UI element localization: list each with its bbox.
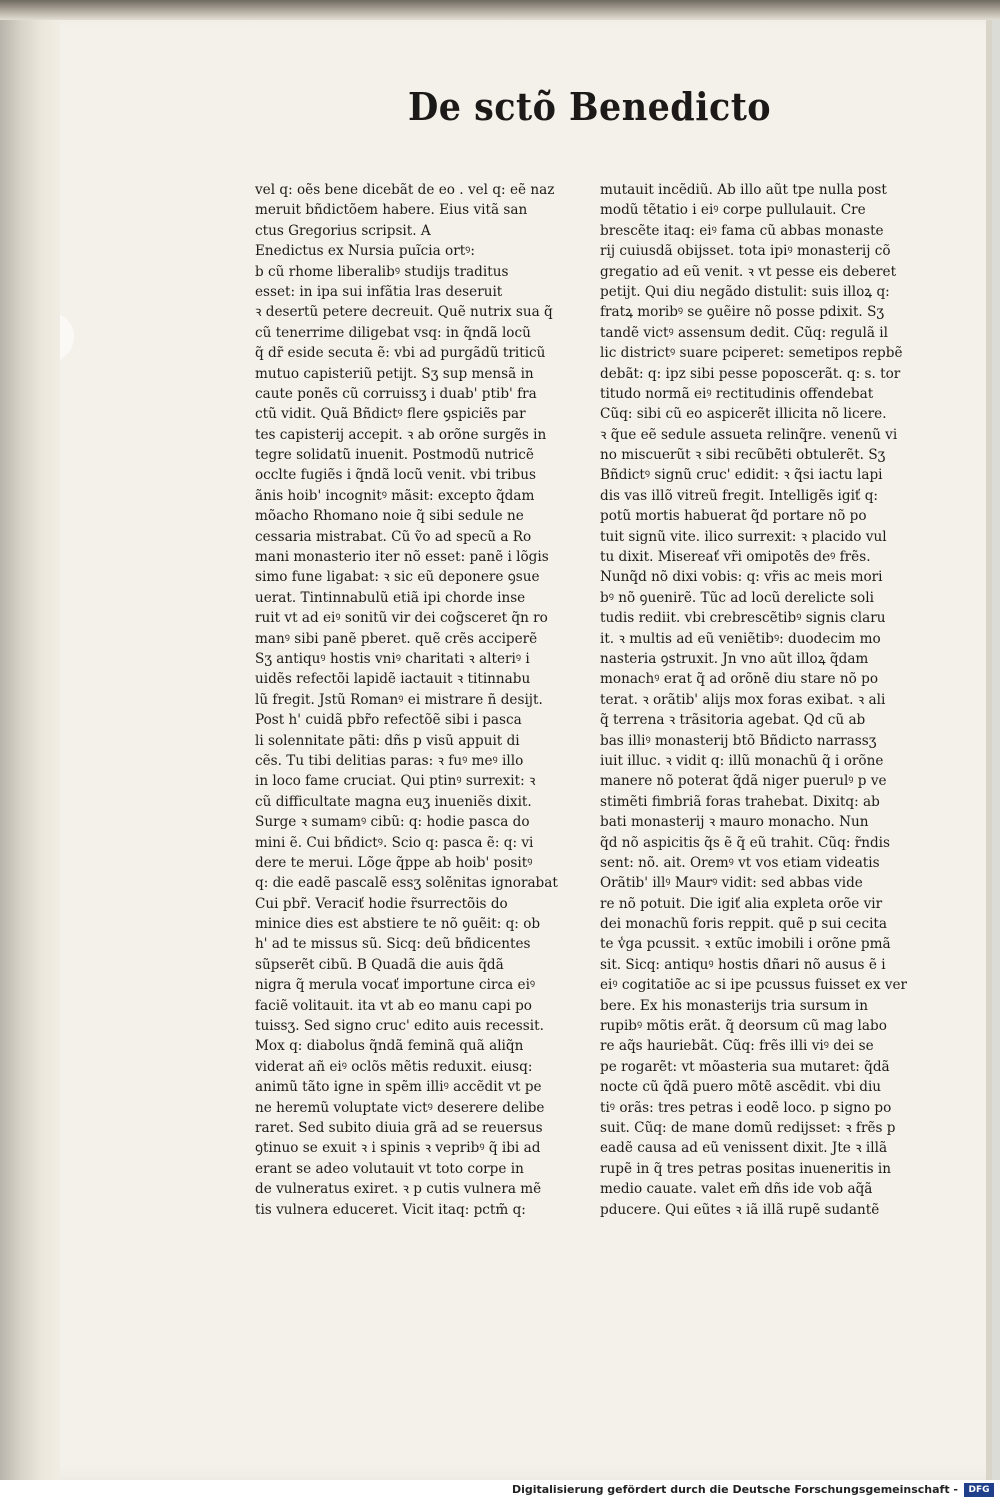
text-line: meruit bñdictõem habere. Eius vitã san (255, 202, 528, 219)
text-line: simo fune ligabat: ꝛ sic eũ deponere ꝯsue (255, 569, 540, 586)
text-line: caute ponẽs cũ corruissʒ i duab' ptib' fra (255, 385, 537, 402)
text-line: cẽs. Tu tibi delitias paras: ꝛ fuꝰ meꝰ illo (255, 752, 524, 769)
text-line: lũ fregit. Jstũ Romanꝰ ei mistrare ñ desijt. (255, 691, 543, 708)
text-line: brescẽte itaq: eiꝰ fama cũ abbas monaste (600, 222, 884, 239)
text-line: tiꝰ orãs: tres petras i eodẽ loco. p signo po (600, 1099, 892, 1116)
text-line: te v̾ga pcussit. ꝛ extũc imobili i orõne pmã (600, 936, 891, 953)
text-line: debãt: q: ipz sibi pesse poposcerãt. q: s. tor (600, 365, 901, 382)
dfg-logo-icon: DFG (964, 1483, 994, 1497)
text-line: Cũq: sibi cũ eo aspicerẽt illicita nõ licere. (600, 406, 887, 423)
text-line: rij cuiusdã obijsset. tota ipiꝰ monasterij cõ (600, 243, 891, 260)
text-line: gregatio ad eũ venit. ꝛ vt pesse eis deberet (600, 263, 897, 280)
text-line: q̃ dr̃ eside secuta ẽ: vbi ad purgãdũ triticũ (255, 345, 546, 362)
text-line: vel q: oẽs bene dicebãt de eo . vel q: eẽ naz (255, 182, 555, 198)
text-line: mani monasterio iter nõ esset: panẽ i lõgis (255, 549, 549, 566)
text-line: manꝰ sibi panẽ pberet. quẽ crẽs acciperẽ (255, 630, 538, 647)
text-line: raret. Sed subito diuia grã ad se reuersus (255, 1119, 543, 1136)
text-line: mini ẽ. Cui bñdictꝰ. Scio q: pasca ẽ: q: vi (255, 834, 534, 851)
text-line: Sʒ antiquꝰ hostis vniꝰ charitati ꝛ alteriꝰ i (255, 650, 530, 667)
text-line: uidẽs refectõi lapidẽ iactauit ꝛ titinnabu (255, 671, 531, 688)
text-line: titudo normã eiꝰ rectitudinis offendebat (600, 385, 874, 402)
text-line: eadẽ causa ad eũ venissent dixit. Jte ꝛ illã (600, 1140, 888, 1157)
text-line: q̃d nõ aspicitis q̃s ẽ q̃ eũ trahit. Cũq: r̃ndis (600, 834, 891, 851)
text-line: ctus Gregorius scripsit. A (255, 222, 431, 239)
text-line: modũ tẽtatio i eiꝰ corpe pullulauit. Cre (600, 202, 866, 219)
text-line: bas illiꝰ monasterij btõ Bñdicto narrassʒ (600, 732, 877, 749)
funding-credit: Digitalisierung gefördert durch die Deutsche Forschungsgemeinschaft - (511, 1483, 958, 1496)
text-line: q: die eadẽ pascalẽ essʒ solẽnitas ignorabat (255, 875, 558, 892)
text-line: stimẽti fimbriã foras trahebat. Dixitq: ab (600, 793, 880, 810)
text-line: sit. Sicq: antiquꝰ hostis dñari nõ ausus ẽ i (600, 956, 886, 973)
text-line: nigra q̃ merula vocať importune circa eiꝰ (255, 977, 536, 994)
text-line: Cui pbr̃. Veraciť hodie r̃surrectõis do (255, 895, 508, 912)
text-line: minice dies est abstiere te nõ ꝯuẽit: q: ob (255, 916, 541, 933)
text-line: tandẽ victꝰ assensum dedit. Cũq: regulã il (600, 324, 888, 341)
top-edge (0, 0, 1000, 20)
text-line: tuit signũ vite. ilico surrexit: ꝛ placido vul (600, 528, 887, 545)
text-line: q̃ terrena ꝛ trãsitoria agebat. Qd cũ ab (600, 712, 866, 729)
text-column-left (255, 180, 595, 1220)
text-line: Post h' cuidã pbr̃o refectõẽ sibi i pasca (255, 712, 522, 729)
text-line: tudis rediit. vbi crebrescẽtibꝰ signis claru (600, 610, 886, 627)
text-line: faciẽ volitauit. ita vt ab eo manu capi po (255, 997, 532, 1014)
text-line: h' ad te missus sũ. Sicq: deũ bñdicentes (255, 936, 531, 953)
text-line: potũ mortis habuerat q̃d portare nõ po (600, 508, 867, 525)
text-line: de vulneratus exiret. ꝛ p cutis vulnera mẽ (255, 1181, 542, 1198)
text-line: dei monachũ foris reppit. quẽ p sui cecita (600, 916, 887, 933)
book-edge (0, 0, 60, 1480)
text-line: fratꝝ moribꝰ se ꝯuẽire nõ posse pdixit. Sʒ (600, 304, 885, 321)
text-line: Mox q: diabolus q̃ndã feminã quã aliq̃n (255, 1038, 524, 1055)
text-line: erant se adeo volutauit vt toto corpe in (255, 1160, 524, 1177)
text-line: tegre solidatũ inuenit. Postmodũ nutricẽ (255, 447, 534, 464)
text-line: nocte cũ q̃dã puero mõtẽ ascẽdit. vbi diu (600, 1079, 882, 1096)
text-line: animũ tãto igne in spẽm illiꝰ accẽdit vt pe (255, 1079, 542, 1096)
text-line: sũpserẽt cibũ. B Quadã die auis q̃dã (255, 956, 504, 973)
text-line: lic districtꝰ suare pciperet: semetipos repbẽ (600, 345, 903, 362)
text-line: occlte fugiẽs i q̃ndã locũ venit. vbi tribus (255, 467, 536, 484)
text-line: li solennitate pãti: dñs p visũ appuit di (255, 732, 520, 749)
text-line: ne heremũ voluptate victꝰ deserere delibe (255, 1099, 545, 1116)
text-line: tu dixit. Misereať vr̃i omipotẽs deꝰ frẽs. (600, 549, 871, 566)
text-line: pducere. Qui eũtes ꝛ iã illã rupẽ sudantẽ (600, 1201, 880, 1218)
text-line: mutauit incẽdiũ. Ab illo aũt tpe nulla post (600, 182, 887, 198)
text-line: rupẽ in q̃ tres petras positas inueneritis in (600, 1160, 892, 1177)
text-line: Nunq̃d nõ dixi vobis: q: vr̃is ac meis mori (600, 569, 883, 586)
text-line: dere te merui. Lõge q̃ppe ab hoib' positꝰ (255, 854, 533, 871)
text-line: terat. ꝛ orãtib' alijs mox foras exibat. ꝛ ali (600, 691, 886, 708)
text-line: uerat. Tintinnabulũ etiã ipi chorde inse (255, 589, 526, 606)
text-line: Orãtib' illꝰ Maurꝰ vidit: sed abbas vide (600, 875, 863, 892)
text-line: viderat añ eiꝰ oclõs mẽtis reduxit. eiusq: (255, 1058, 533, 1075)
text-line: Bñdictꝰ signũ cruc' edidit: ꝛ q̃si iactu lapi (600, 467, 883, 484)
text-line: it. ꝛ multis ad eũ veniẽtibꝰ: duodecim mo (600, 630, 881, 647)
text-line: bati monasterij ꝛ mauro monacho. Nun (600, 814, 869, 831)
text-line: ꝛ desertũ petere decreuit. Quẽ nutrix sua q̃ (255, 304, 553, 321)
text-line: pe rogarẽt: vt mõasteria sua mutaret: q̃dã (600, 1058, 890, 1075)
text-column-right (600, 180, 940, 1220)
text-line: manere nõ poterat q̃dã niger puerulꝰ p ve (600, 773, 887, 790)
text-line: medio cauate. valet em̃ dñs ide vob aq̃ã (600, 1181, 873, 1198)
text-line: ãnis hoib' incognitꝰ mãsit: excepto q̃dam (255, 487, 535, 504)
text-line: mutuo capisteriũ petijt. Sʒ sup mensã in (255, 365, 534, 382)
text-line: re nõ potuit. Die igiť alia expleta orõe vir (600, 895, 883, 912)
text-line: dis vas illõ vitreũ fregit. Intelligẽs igiť q: (600, 487, 878, 504)
text-line: bꝰ nõ ꝯuenirẽ. Tũc ad locũ derelicte soli (600, 589, 874, 606)
text-line: esset: in ipa sui infãtia lras deseruit (255, 283, 503, 300)
text-line: ctũ vidit. Quã Bñdictꝰ flere ꝯspiciẽs par (255, 406, 526, 423)
text-line: cũ difficultate magna euʒ inueniẽs dixit. (255, 793, 532, 810)
text-line: ꝛ q̃ue eẽ sedule assueta relinq̃re. venenũ vi (600, 426, 898, 443)
text-line: tis vulnera educeret. Vicit itaq: pctm̃ q: (255, 1201, 526, 1218)
text-line: Surge ꝛ sumamꝰ cibũ: q: hodie pasca do (255, 814, 530, 831)
text-line: rupibꝰ mõtis erãt. q̃ deorsum cũ mag labo (600, 1018, 887, 1035)
text-line: nasteria ꝯstruxit. Jn vno aũt illoꝝ q̃dam (600, 650, 869, 667)
text-line: ꝯtinuo se exuit ꝛ i spinis ꝛ vepribꝰ q̃ ibi ad (255, 1140, 541, 1157)
text-line: monachꝰ erat q̃ ad orõnẽ diu stare nõ po (600, 671, 879, 688)
text-line: tes capisterij accepit. ꝛ ab orõne surgẽs in (255, 426, 547, 443)
text-line: eiꝰ cogitatiõe ac si ipe pcussus fuisset ex ver (600, 977, 908, 994)
text-line: Enedictus ex Nursia puĩcia ortꝰ: (255, 243, 475, 260)
digitization-footer (0, 1480, 1000, 1500)
text-line: sent: nõ. ait. Oremꝰ vt vos etiam videatis (600, 854, 880, 871)
text-line: cessaria mistrabat. Cũ ṽo ad specũ a Ro (255, 528, 532, 545)
text-line: in loco fame cruciat. Qui ptinꝰ surrexit: ꝛ (255, 773, 536, 790)
text-line: re aq̃s hauriebãt. Cũq: frẽs illi viꝰ dei se (600, 1038, 874, 1055)
text-line: ruit vt ad eiꝰ sonitũ vir dei cog̃sceret q̃n ro (255, 610, 548, 627)
text-line: bere. Ex his monasterijs tria sursum in (600, 997, 869, 1014)
text-line: petijt. Qui diu negãdo distulit: suis illoꝝ q: (600, 283, 890, 300)
text-line: iuit illuc. ꝛ vidit q: illũ monachũ q̃ i orõne (600, 752, 884, 769)
text-line: cũ tenerrime diligebat vsq: in q̃ndã locũ (255, 324, 531, 341)
text-line: mõacho Rhomano noie q̃ sibi sedule ne (255, 508, 524, 525)
text-line: b cũ rhome liberalibꝰ studijs traditus (255, 263, 509, 280)
running-head-title: De sctõ Benedicto (408, 84, 772, 129)
text-line: tuissʒ. Sed signo cruc' edito auis recessit. (255, 1018, 544, 1035)
text-line: no miscuerũt ꝛ sibi recũbẽti obtulerẽt. Sʒ (600, 447, 886, 464)
text-line: suit. Cũq: de mane domũ redijsset: ꝛ frẽs p (600, 1119, 896, 1136)
